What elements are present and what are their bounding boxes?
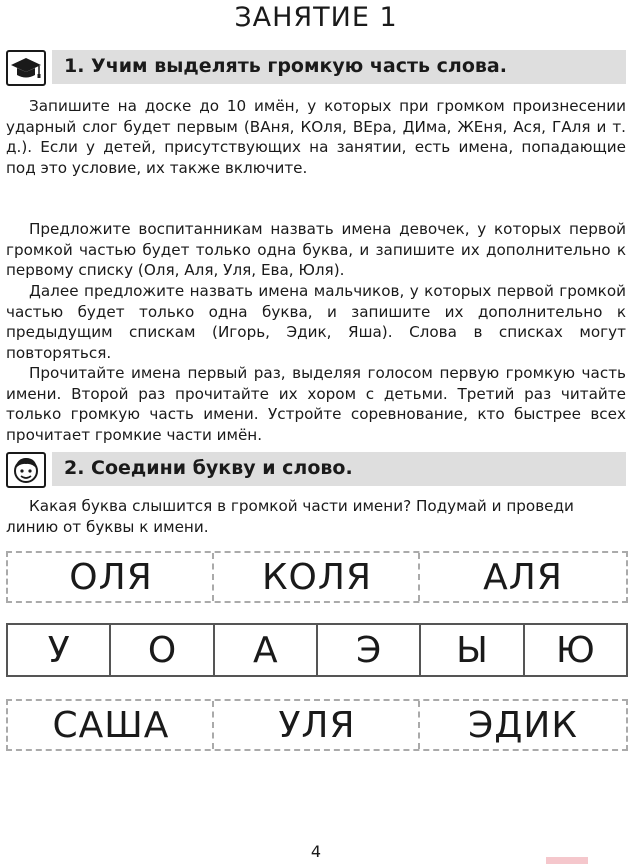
bottom-names-row (6, 699, 628, 751)
letters-row (6, 623, 628, 677)
letter-cell: Э (318, 625, 421, 675)
section-2-header (6, 452, 626, 486)
letter-cell: Ю (555, 629, 595, 671)
letter-cell: У (8, 625, 111, 675)
section-2-heading: 2. Соедини букву и слово. (64, 457, 353, 479)
top-names-row (6, 551, 628, 603)
section-2-instruction: Какая буква слышится в громкой части имени? Подумай и проведи линию от буквы к имени. (6, 497, 574, 536)
name-card: КОЛЯ (262, 556, 372, 598)
graduation-cap-icon (6, 50, 46, 86)
page-number: 4 (310, 842, 322, 861)
section-1-paragraph: Далее предложите назвать имена мальчиков, у которых первой громкой частью будет только одна буква, и запишите их дополнительно к предыдущим спискам (Игорь, Эдик, Яша). Слова в списках могут повторяться. (6, 282, 626, 362)
child-face-icon (6, 452, 46, 488)
section-1-header (6, 50, 626, 84)
section-1-paragraph: Предложите воспитанникам назвать имена девочек, у которых первой громкой частью будет только одна буква, и запишите их дополнительно к первому списку (Оля, Аля, Уля, Ева, Юля). (6, 220, 626, 279)
section-1-paragraph: Запишите на доске до 10 имён, у которых при громком произнесении ударный слог будет первым (ВАня, КОля, ВЕра, ДИма, ЖЕня, Ася, ГАля и т. д.). Если у детей, присутствующих на занятии, есть имена, попадающие под это условие, их также включите. (6, 97, 626, 177)
page-title: ЗАНЯТИЕ 1 (234, 2, 398, 33)
letter-cell: А (215, 625, 318, 675)
section-1-heading: 1. Учим выделять громкую часть слова. (64, 55, 507, 77)
name-card: ЭДИК (468, 704, 578, 746)
letter-cell: Ы (421, 625, 524, 675)
decorative-mark (546, 857, 588, 864)
letter-cell: О (111, 625, 214, 675)
section-1-paragraph: Прочитайте имена первый раз, выделяя голосом первую громкую часть имени. Второй раз прочитайте их хором с детьми. Третий раз читайте только громкую часть имени. Устройте соревнование, кто быстрее всех прочитает громкие части имён. (6, 364, 626, 444)
name-card: САША (52, 704, 170, 746)
name-card: АЛЯ (483, 556, 563, 598)
name-card: ОЛЯ (69, 556, 153, 598)
name-card: УЛЯ (278, 704, 356, 746)
